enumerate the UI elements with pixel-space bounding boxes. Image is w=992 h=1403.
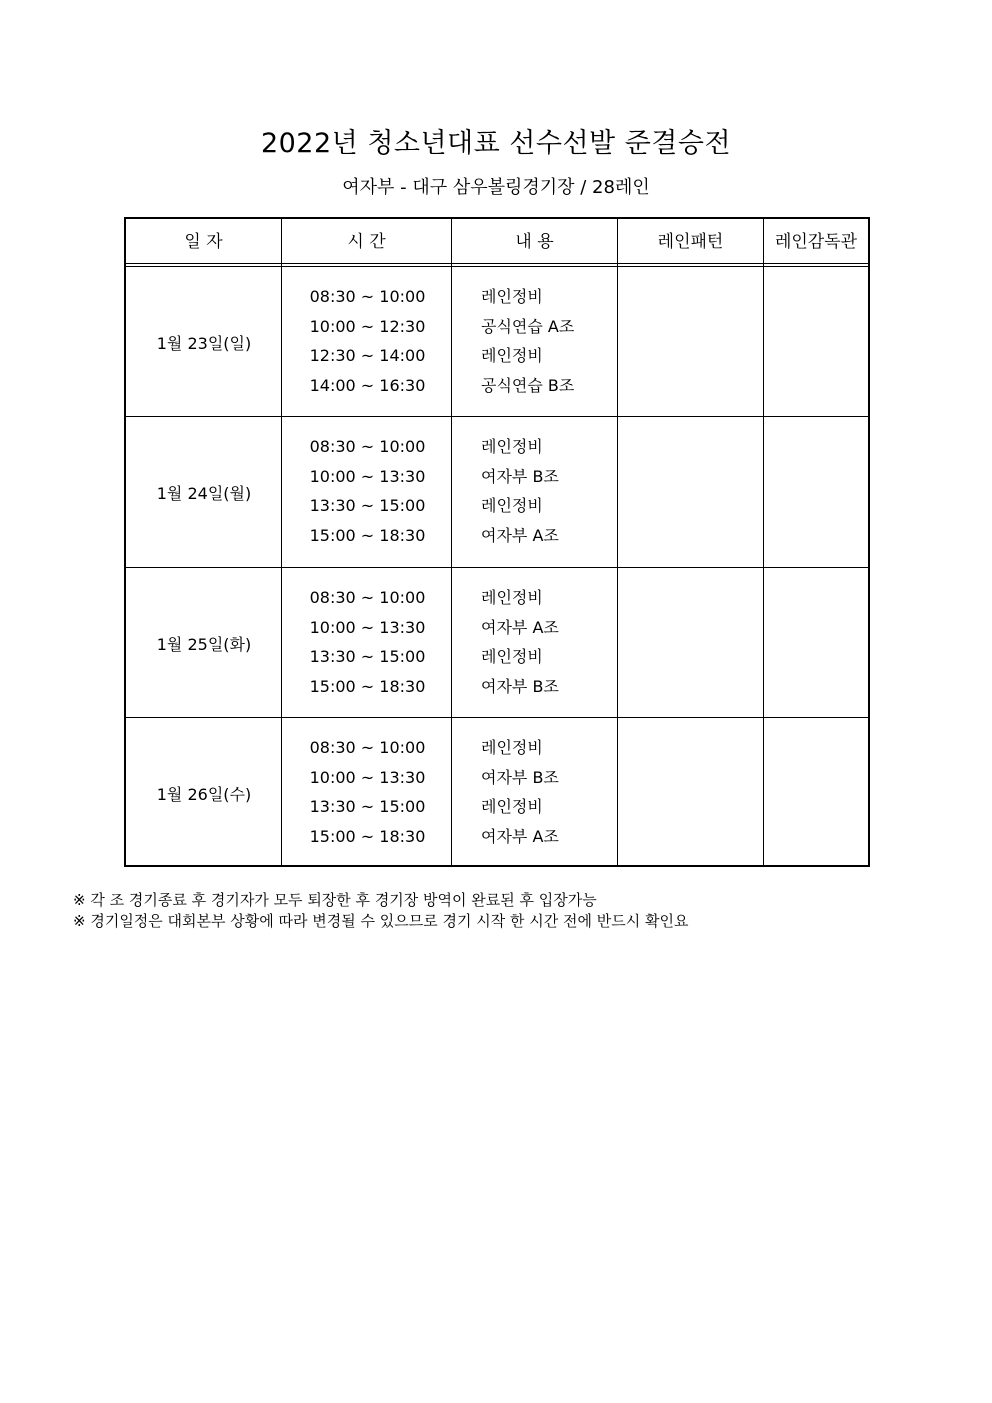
content-list — [481, 738, 611, 856]
time-slot: 10:00 ~ 12:30 — [309, 316, 426, 336]
date-cell: 1월 24일(월) — [156, 483, 252, 503]
content-item: 레인정비 — [481, 346, 543, 365]
time-slot: 15:00 ~ 18:30 — [309, 676, 426, 696]
page-title: 2022년 청소년대표 선수선발 준결승전 — [260, 128, 732, 159]
schedule-table — [124, 217, 870, 867]
content-item: 레인정비 — [481, 588, 543, 607]
time-list — [283, 588, 452, 706]
time-slot: 08:30 ~ 10:00 — [309, 588, 426, 607]
time-slot: 12:30 ~ 14:00 — [309, 346, 426, 365]
time-slot: 10:00 ~ 13:30 — [309, 767, 426, 787]
table-row — [126, 417, 868, 567]
table-row — [126, 568, 868, 718]
content-item: 레인정비 — [481, 647, 543, 666]
time-list — [283, 738, 452, 856]
time-slot: 08:30 ~ 10:00 — [309, 287, 426, 306]
time-slot: 13:30 ~ 15:00 — [309, 797, 426, 816]
content-item: 레인정비 — [481, 437, 543, 456]
content-item: 공식연습 A조 — [481, 316, 575, 336]
content-item: 레인정비 — [481, 496, 543, 515]
footnote: ※ 경기일정은 대회본부 상황에 따라 변경될 수 있으므로 경기 시작 한 시간 전에 반드시 확인요 — [73, 912, 689, 930]
content-item: 여자부 B조 — [481, 767, 559, 787]
header-lane-pattern: 레인패턴 — [657, 232, 724, 252]
time-list — [283, 287, 452, 405]
table-row — [126, 718, 868, 868]
time-slot: 13:30 ~ 15:00 — [309, 647, 426, 666]
content-item: 공식연습 B조 — [481, 375, 575, 395]
time-slot: 15:00 ~ 18:30 — [309, 525, 426, 545]
header-divider — [126, 263, 868, 264]
content-item: 여자부 B조 — [481, 676, 559, 696]
time-slot: 13:30 ~ 15:00 — [309, 496, 426, 515]
table-row — [126, 267, 868, 417]
date-cell: 1월 26일(수) — [156, 784, 252, 804]
header-date: 일 자 — [184, 232, 223, 252]
time-slot: 10:00 ~ 13:30 — [309, 466, 426, 486]
footnote: ※ 각 조 경기종료 후 경기자가 모두 퇴장한 후 경기장 방역이 완료된 후 입장가능 — [73, 891, 597, 909]
header-lane-supervisor: 레인감독관 — [774, 232, 858, 252]
content-item: 여자부 A조 — [481, 525, 559, 545]
content-item: 레인정비 — [481, 738, 543, 757]
content-item: 여자부 A조 — [481, 617, 559, 637]
time-slot: 15:00 ~ 18:30 — [309, 826, 426, 846]
content-list — [481, 437, 611, 555]
content-item: 여자부 B조 — [481, 466, 559, 486]
time-slot: 08:30 ~ 10:00 — [309, 738, 426, 757]
page-subtitle: 여자부 - 대구 삼우볼링경기장 / 28레인 — [342, 177, 650, 198]
footnotes — [73, 890, 688, 932]
date-cell: 1월 25일(화) — [156, 634, 252, 654]
content-list — [481, 287, 611, 405]
content-item: 여자부 A조 — [481, 826, 559, 846]
time-list — [283, 437, 452, 555]
table-header — [126, 219, 868, 263]
header-content: 내 용 — [515, 232, 554, 252]
time-slot: 14:00 ~ 16:30 — [309, 375, 426, 395]
time-slot: 08:30 ~ 10:00 — [309, 437, 426, 456]
time-slot: 10:00 ~ 13:30 — [309, 617, 426, 637]
content-item: 레인정비 — [481, 797, 543, 816]
content-item: 레인정비 — [481, 287, 543, 306]
date-cell: 1월 23일(일) — [156, 333, 252, 353]
header-time: 시 간 — [347, 232, 386, 252]
content-list — [481, 588, 611, 706]
